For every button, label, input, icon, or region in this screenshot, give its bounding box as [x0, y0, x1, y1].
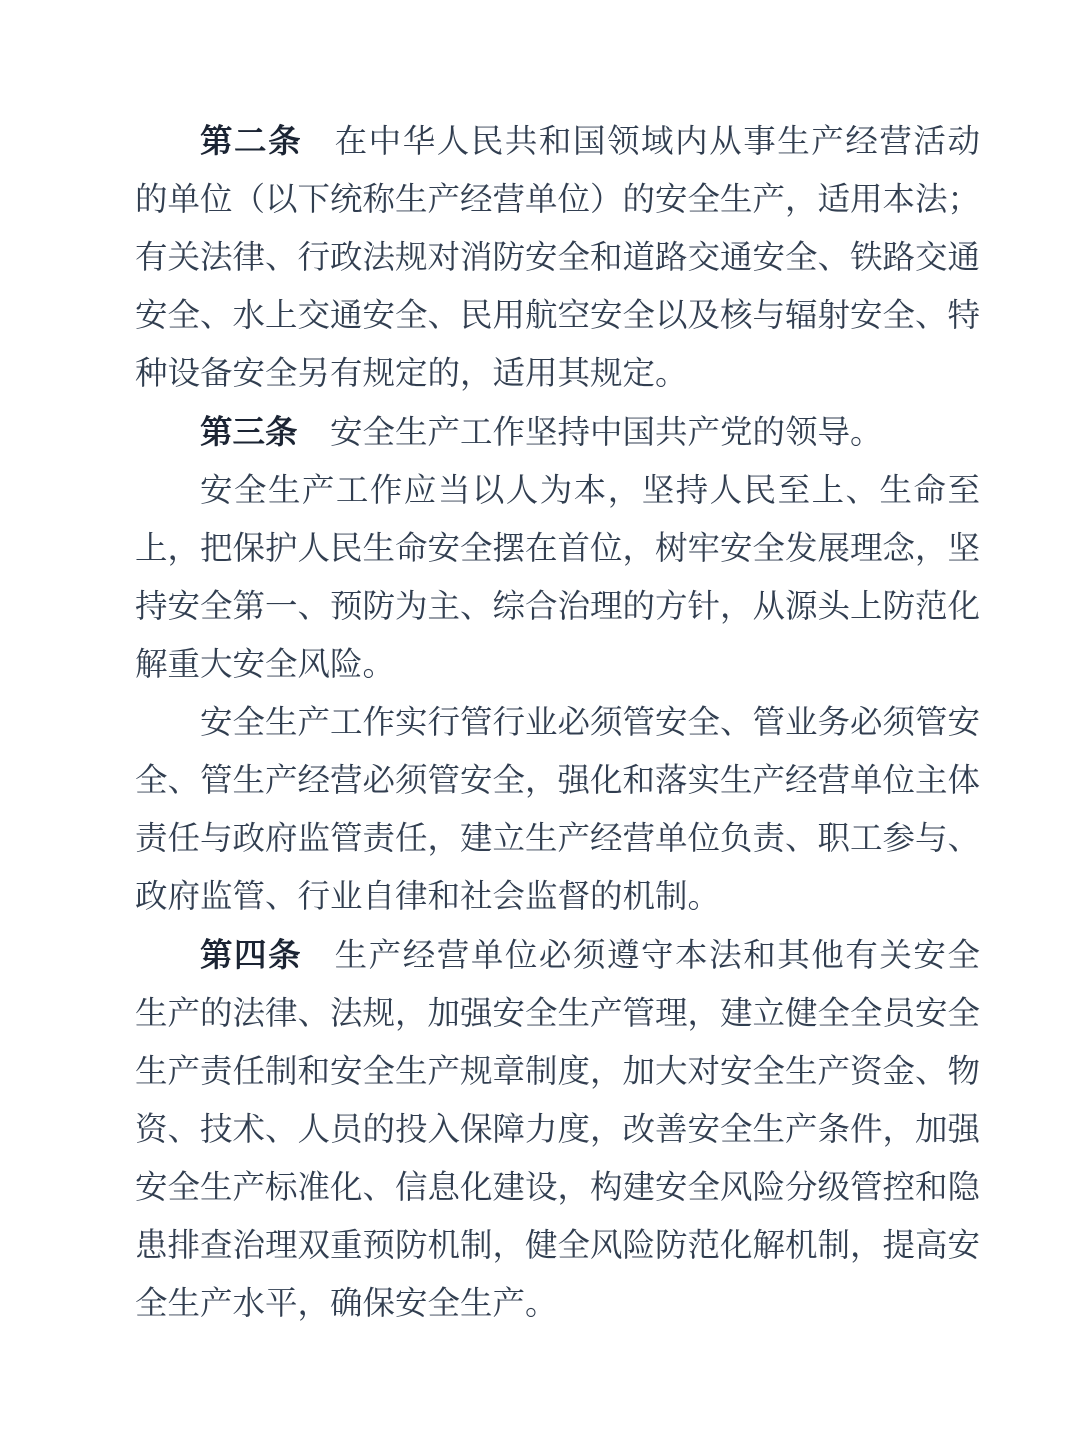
paragraph-article-4	[135, 926, 980, 1333]
paragraph-text: 安全生产工作坚持中国共产党的领导。	[330, 415, 883, 451]
article-3-number: 第三条	[200, 414, 298, 450]
paragraph-article-3-clause-3	[135, 694, 980, 926]
document-body	[135, 112, 980, 1333]
paragraph-article-2	[135, 112, 980, 403]
article-2-number: 第二条	[200, 123, 303, 159]
paragraph-article-3-clause-2	[135, 462, 980, 694]
article-4-number: 第四条	[200, 937, 303, 973]
paragraph-text: 在中华人民共和国领域内从事生产经营活动的单位（以下统称生产经营单位）的安全生产，适用本法；有关法律、行政法规对消防安全和道路交通安全、铁路交通安全、水上交通安全、民用航空安全以及核与辐射安全、特种设备安全另有规定的，适用其规定。	[135, 124, 981, 392]
paragraph-text: 安全生产工作实行管行业必须管安全、管业务必须管安全、管生产经营必须管安全，强化和落实生产经营单位主体责任与政府监管责任，建立生产经营单位负责、职工参与、政府监管、行业自律和社会监督的机制。	[135, 705, 981, 915]
paragraph-article-3	[135, 403, 980, 462]
paragraph-text: 安全生产工作应当以人为本，坚持人民至上、生命至上，把保护人民生命安全摆在首位，树牢安全发展理念，坚持安全第一、预防为主、综合治理的方针，从源头上防范化解重大安全风险。	[135, 473, 981, 683]
paragraph-text: 生产经营单位必须遵守本法和其他有关安全生产的法律、法规，加强安全生产管理，建立健全全员安全生产责任制和安全生产规章制度，加大对安全生产资金、物资、技术、人员的投入保障力度，改善安全生产条件，加强安全生产标准化、信息化建设，构建安全风险分级管控和隐患排查治理双重预防机制，健全风险防范化解机制，提高安全生产水平，确保安全生产。	[135, 938, 981, 1322]
